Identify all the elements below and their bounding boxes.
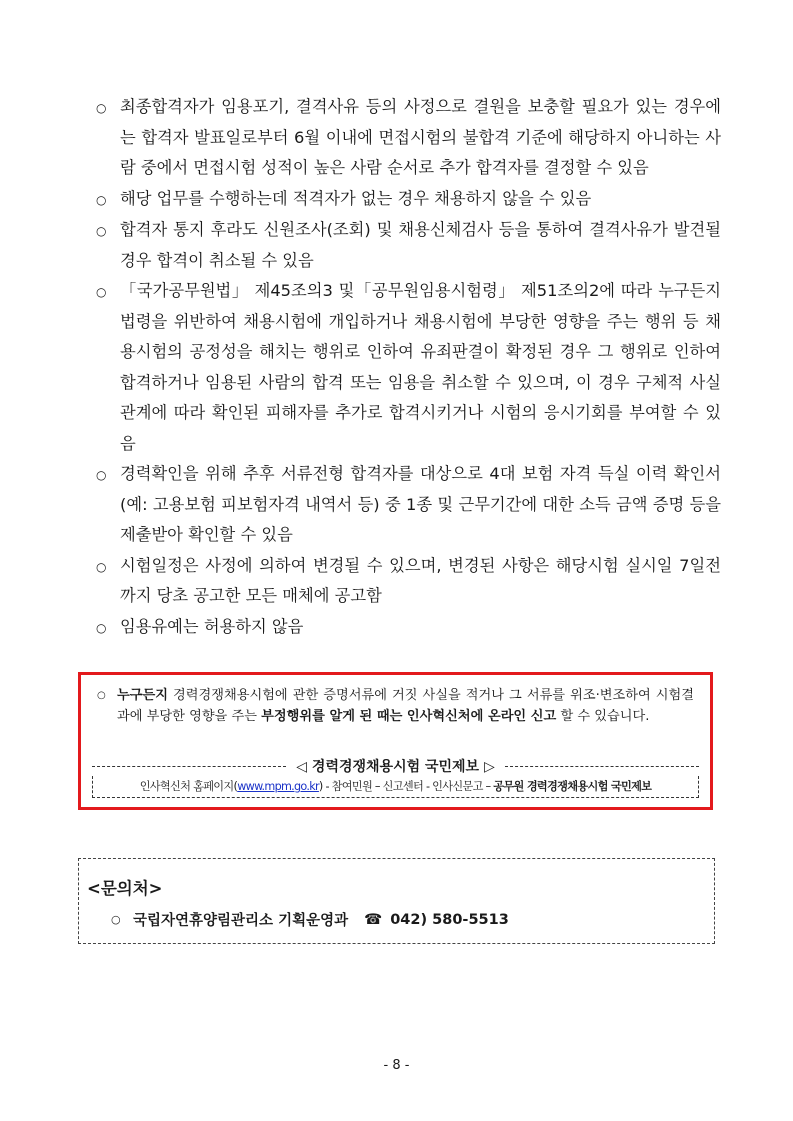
contact-box — [78, 858, 715, 944]
path-destination: 공무원 경력경쟁채용시험 국민제보 — [493, 780, 652, 793]
notice-bold-subject: 누구든지 — [117, 688, 168, 703]
report-heading — [92, 756, 699, 776]
circle-bullet-icon: ○ — [96, 620, 107, 635]
list-item-text: 합격자 통지 후라도 신원조사(조회) 및 채용신체검사 등을 통하여 결격사유가 발견될 경우 합격이 취소될 수 있음 — [120, 220, 721, 270]
list-item — [96, 92, 721, 184]
mpm-homepage-link[interactable]: www.mpm.go.kr — [237, 780, 319, 793]
notice-paragraph — [117, 685, 694, 727]
path-prefix: 인사혁신처 홈페이지( — [139, 780, 238, 793]
contact-org: 국립자연휴양림관리소 기획운영과 — [133, 913, 349, 929]
divider — [92, 766, 286, 767]
list-item — [96, 551, 721, 612]
report-title: ◁ 경력경쟁채용시험 국민제보 ▷ — [296, 759, 495, 775]
notice-ending: 할 수 있습니다. — [556, 709, 650, 724]
list-item-text: 경력확인을 위해 추후 서류전형 합격자를 대상으로 4대 보험 자격 득실 이력 확인서(예: 고용보험 피보험자격 내역서 등) 중 1종 및 근무기간에 대한 소득 금액 증명 등을 제출받아 확인할 수 있음 — [120, 464, 721, 544]
list-item-text: 「국가공무원법」 제45조의3 및「공무원임용시험령」 제51조의2에 따라 누구든지 법령을 위반하여 채용시험에 개입하거나 채용시험에 부당한 영향을 주는 행위 등 채용시험의 공정성을 해치는 행위로 인하여 유죄판결이 확정된 경우 그 행위로 인하여 합격하거나 임용된 사람의 합격 또는 임용을 취소할 수 있으며, 이 경우 구체적 사실관계에 따라 확인된 피해자를 추가로 합격시키거나 시험의 응시기회를 부여할 수 있음 — [120, 281, 721, 453]
contact-phone: 042) 580-5513 — [390, 911, 509, 928]
list-item — [96, 184, 721, 216]
list-item-text: 해당 업무를 수행하는데 적격자가 없는 경우 채용하지 않을 수 있음 — [120, 188, 592, 208]
circle-bullet-icon: ○ — [96, 192, 107, 207]
circle-bullet-icon: ○ — [96, 285, 107, 299]
phone-icon: ☎ — [364, 911, 383, 928]
list-item — [96, 276, 721, 459]
list-item — [96, 215, 721, 276]
contact-title: <문의처> — [87, 879, 163, 898]
path-middle: ) - 참여민원 – 신고센터 - 인사신문고 – — [318, 780, 494, 793]
page-number: - 8 - — [383, 1058, 410, 1073]
circle-bullet-icon: ○ — [97, 690, 106, 701]
circle-bullet-icon: ○ — [96, 224, 107, 238]
notice-bold-report: 부정행위를 알게 된 때는 인사혁신처에 온라인 신고 — [261, 709, 557, 724]
circle-bullet-icon: ○ — [96, 101, 107, 115]
circle-bullet-icon: ○ — [96, 559, 107, 574]
contact-line — [111, 909, 509, 930]
notice-text — [97, 685, 694, 727]
circle-bullet-icon: ○ — [111, 913, 121, 926]
notes-list — [96, 92, 721, 643]
list-item-text: 최종합격자가 임용포기, 결격사유 등의 사정으로 결원을 보충할 필요가 있는 경우에는 합격자 발표일로부터 6월 이내에 면접시험의 불합격 기준에 해당하지 아니하는 사람 중에서 면접시험 성적이 높은 사람 순서로 추가 합격자를 결정할 수 있음 — [120, 97, 721, 177]
list-item-text: 시험일정은 사정에 의하여 변경될 수 있으며, 변경된 사항은 해당시험 실시일 7일전까지 당초 공고한 모든 매체에 공고함 — [120, 555, 721, 605]
report-path — [92, 776, 699, 798]
list-item-text: 임용유예는 허용하지 않음 — [120, 616, 304, 636]
list-item — [96, 459, 721, 551]
list-item — [96, 612, 721, 644]
notice-body: 경력경쟁채용시험에 관한 증명서류에 거짓 사실을 적거나 그 서류를 위조·변조하여 시험결과에 부당한 영향을 주는 — [117, 688, 694, 724]
divider — [505, 766, 699, 767]
circle-bullet-icon: ○ — [96, 468, 107, 482]
